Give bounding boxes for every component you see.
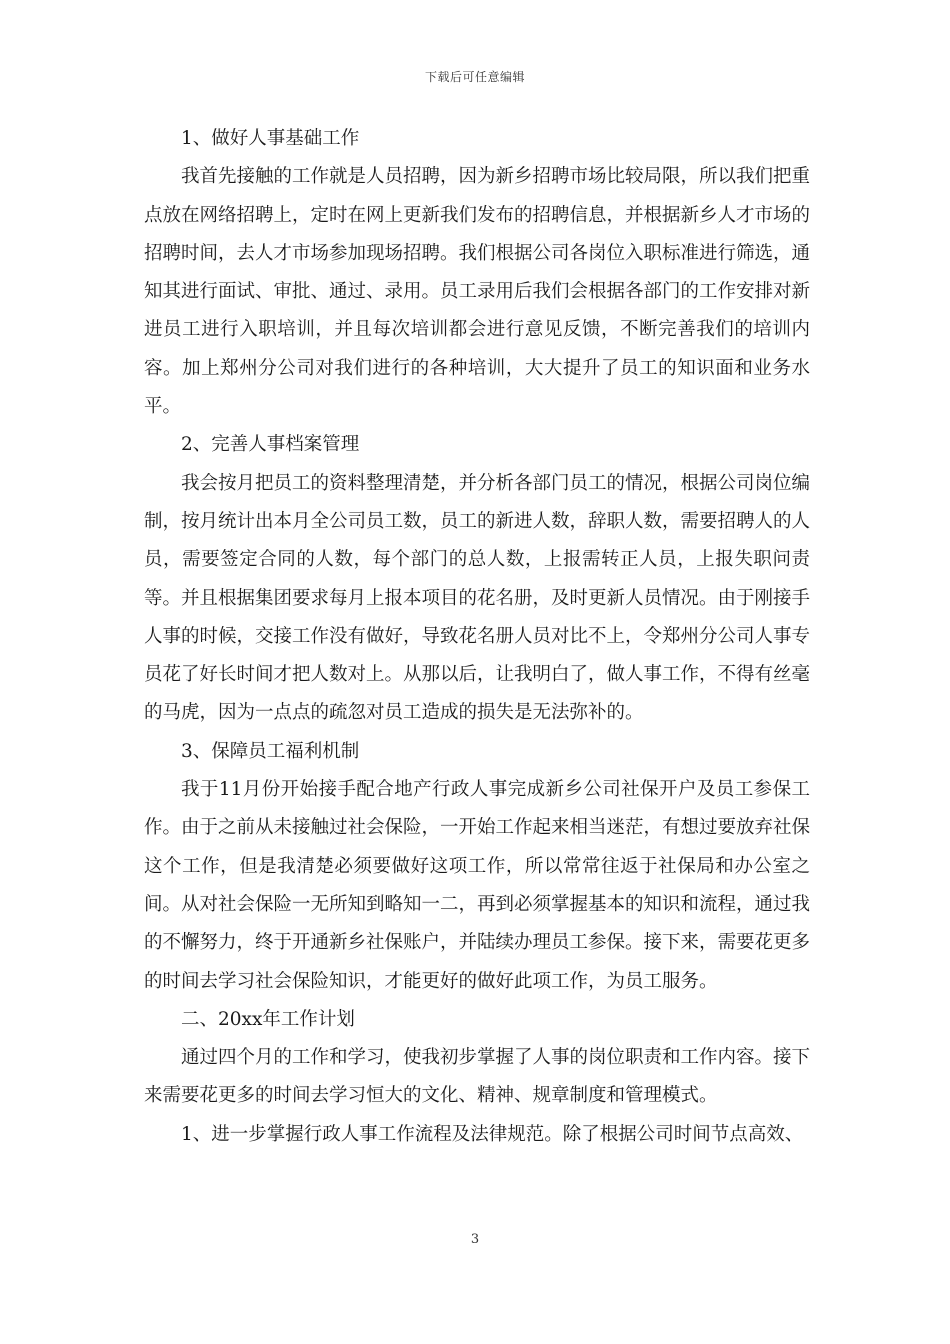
section-heading: 1、做好人事基础工作 xyxy=(181,128,360,149)
document-body xyxy=(144,120,810,1154)
body-paragraph: 我于11月份开始接手配合地产行政人事完成新乡公司社保开户及员工参保工作。由于之前从未接触过社会保险，一开始工作起来相当迷茫，有想过要放弃社保这个工作，但是我清楚必须要做好这项工作，所以常常往返于社保局和办公室之间。从对社会保险一无所知到略知一二，再到必须掌握基本的知识和流程，通过我的不懈努力，终于开通新乡社保账户，并陆续办理员工参保。接下来，需要花更多的时间去学习社会保险知识，才能更好的做好此项工作，为员工服务。 xyxy=(144,779,811,992)
body-paragraph: 通过四个月的工作和学习，使我初步掌握了人事的岗位职责和工作内容。接下来需要花更多的时间去学习恒大的文化、精神、规章制度和管理模式。 xyxy=(144,1047,811,1107)
section-heading: 2、完善人事档案管理 xyxy=(181,434,360,456)
body-paragraph: 我首先接触的工作就是人员招聘，因为新乡招聘市场比较局限，所以我们把重点放在网络招聘上，定时在网上更新我们发布的招聘信息，并根据新乡人才市场的招聘时间，去人才市场参加现场招聘。我们根据公司各岗位入职标准进行筛选，通知其进行面试、审批、通过、录用。员工录用后我们会根据各部门的工作安排对新进员工进行入职培训，并且每次培训都会进行意见反馈，不断完善我们的培训内容。加上郑州分公司对我们进行的各种培训，大大提升了员工的知识面和业务水平。 xyxy=(144,166,811,418)
section-heading: 二、20xx年工作计划 xyxy=(181,1008,355,1030)
page-number: 3 xyxy=(470,1232,480,1247)
body-paragraph: 我会按月把员工的资料整理清楚，并分析各部门员工的情况，根据公司岗位编制，按月统计出本月全公司员工数，员工的新进人数，辞职人数，需要招聘人的人员，需要签定合同的人数，每个部门的总人数，上报需转正人员，上报失职问责等。并且根据集团要求每月上报本项目的花名册，及时更新人员情况。由于刚接手人事的时候，交接工作没有做好，导致花名册人员对比不上，令郑州分公司人事专员花了好长时间才把人数对上。从那以后，让我明白了，做人事工作，不得有丝毫的马虎，因为一点点的疏忽对员工造成的损失是无法弥补的。 xyxy=(144,472,811,724)
page-header: 下载后可任意编辑 xyxy=(424,70,525,84)
section-heading: 3、保障员工福利机制 xyxy=(181,740,360,762)
body-paragraph: 1、进一步掌握行政人事工作流程及法律规范。除了根据公司时间节点高效、 xyxy=(181,1123,804,1145)
